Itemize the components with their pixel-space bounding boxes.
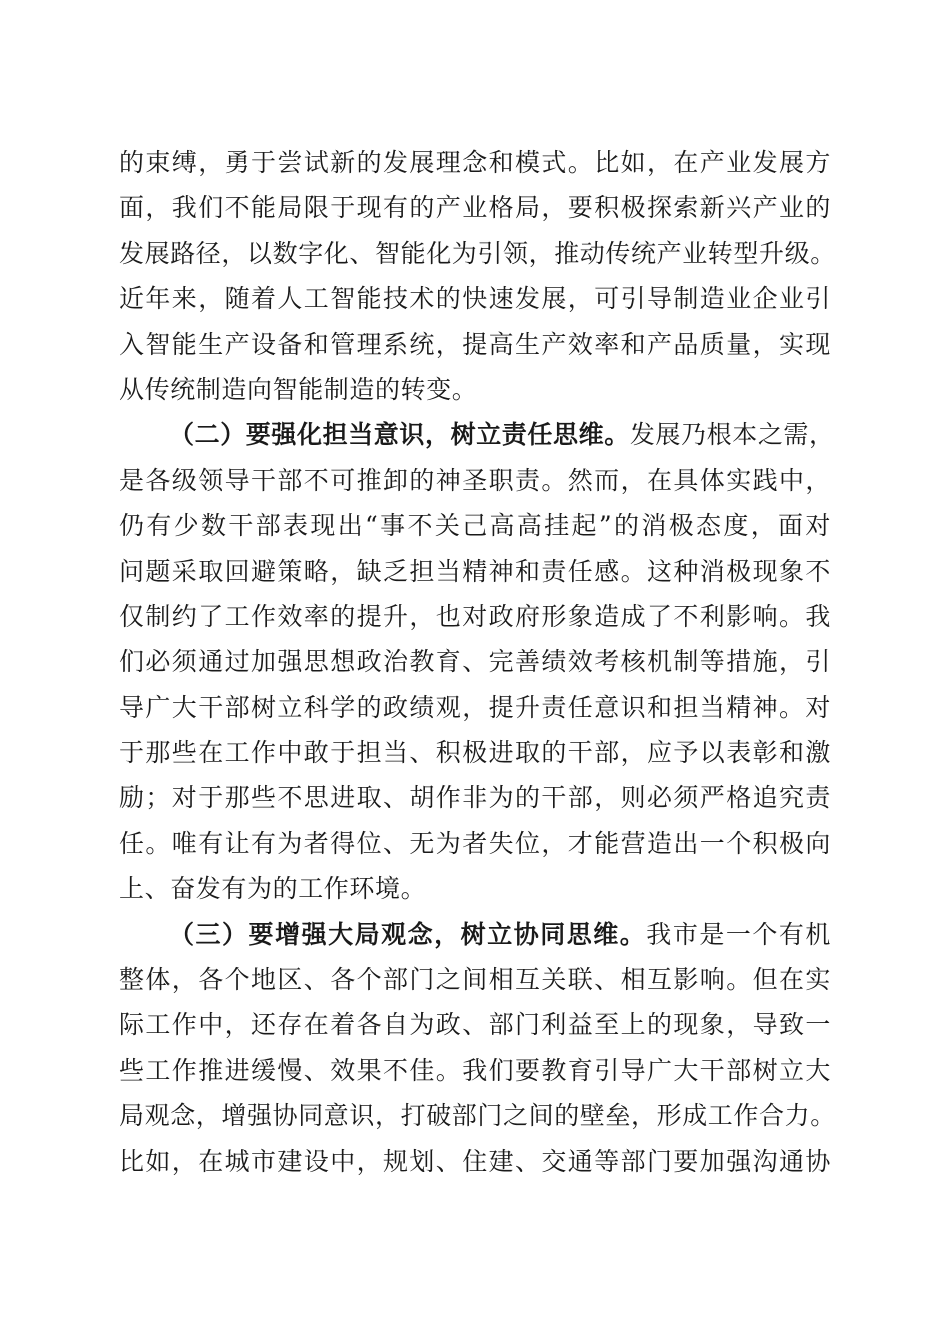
section-2-first-line: [119, 412, 835, 457]
paragraph-line: 整体，各个地区、各个部门之间相互关联、相互影响。但在实: [119, 965, 831, 995]
paragraph-line: 些工作推进缓慢、效果不佳。我们要教育引导广大干部树立大: [119, 1055, 831, 1085]
paragraph-line: 仍有少数干部表现出“事不关己高高挂起”的消极态度，面对: [119, 511, 831, 541]
paragraph-line: 导广大干部树立科学的政绩观，提升责任意识和担当精神。对: [119, 692, 831, 722]
paragraph-line: 的束缚，勇于尝试新的发展理念和模式。比如，在产业发展方: [119, 148, 831, 177]
paragraph-line: 际工作中，还存在着各自为政、部门利益至上的现象，导致一: [119, 1010, 831, 1040]
paragraph-line: 比如，在城市建设中，规划、住建、交通等部门要加强沟通协: [119, 1146, 831, 1176]
section-3-first-line: [119, 912, 831, 957]
paragraph-line: 问题采取回避策略，缺乏担当精神和责任感。这种消极现象不: [119, 556, 831, 586]
paragraph-line: 从传统制造向智能制造的转变。: [119, 374, 478, 404]
paragraph-line: 仅制约了工作效率的提升，也对政府形象造成了不利影响。我: [119, 601, 831, 631]
document-body: [119, 140, 836, 1184]
paragraph-line: 近年来，随着人工智能技术的快速发展，可引导制造业企业引: [119, 284, 831, 314]
paragraph-line: 们必须通过加强思想政治教育、完善绩效考核机制等措施，引: [119, 647, 831, 677]
paragraph-line: 于那些在工作中敢于担当、积极进取的干部，应予以表彰和激: [119, 738, 831, 768]
paragraph-line: 面，我们不能局限于现有的产业格局，要积极探索新兴产业的: [119, 193, 831, 223]
section-2-first-line-rest: 发展乃根本之需，: [629, 420, 835, 450]
section-3-first-line-rest: 我市是一个有机: [646, 919, 831, 949]
paragraph-line: 局观念，增强协同意识，打破部门之间的壁垒，形成工作合力。: [119, 1101, 836, 1131]
paragraph-line: 是各级领导干部不可推卸的神圣职责。然而，在具体实践中，: [119, 465, 831, 495]
paragraph-line: 入智能生产设备和管理系统，提高生产效率和产品质量，实现: [119, 329, 831, 359]
paragraph-line: 上、奋发有为的工作环境。: [119, 874, 427, 904]
section-3-heading: （三）要增强大局观念，树立协同思维。: [169, 919, 647, 949]
paragraph-line: 任。唯有让有为者得位、无为者失位，才能营造出一个积极向: [119, 828, 831, 858]
paragraph-line: 发展路径，以数字化、智能化为引领，推动传统产业转型升级。: [119, 238, 836, 268]
paragraph-line: 励；对于那些不思进取、胡作非为的干部，则必须严格追究责: [119, 783, 831, 813]
section-2-heading: （二）要强化担当意识，树立责任思维。: [169, 420, 630, 450]
